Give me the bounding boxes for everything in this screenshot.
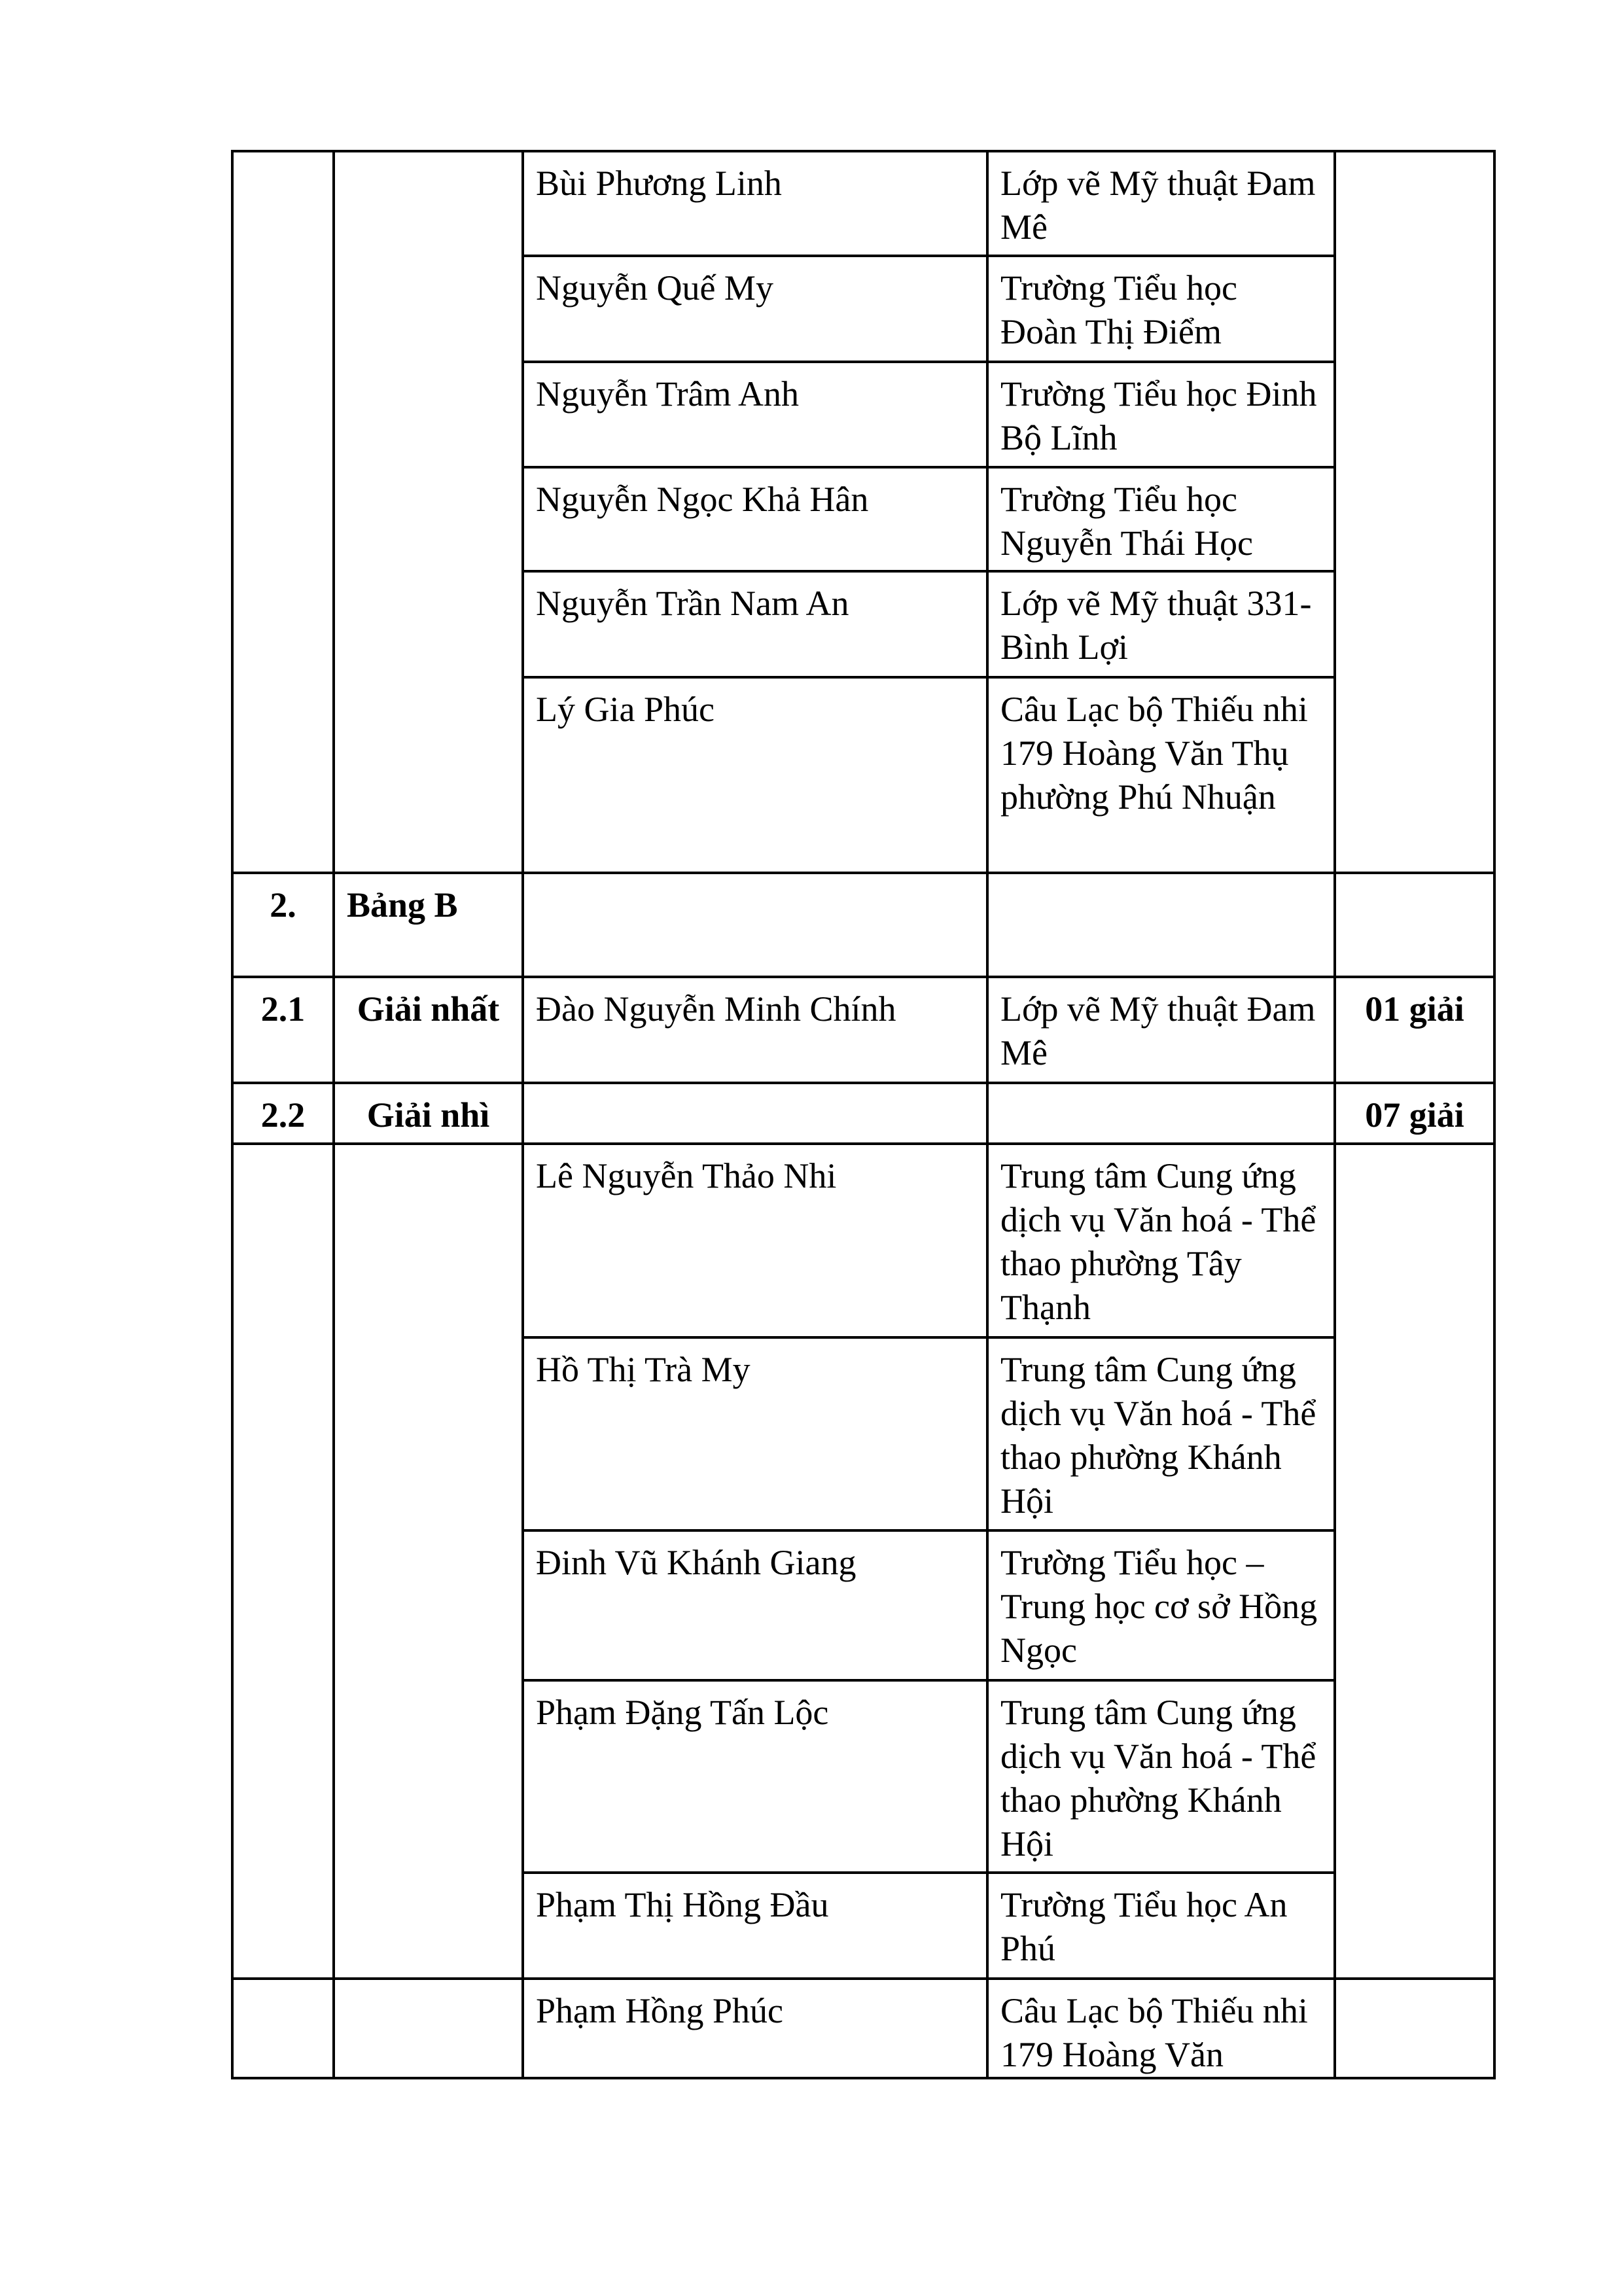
winner-organization: Trung tâm Cung ứng dịch vụ Văn hoá - Thể thao phường Tây Thạnh (1000, 1156, 1316, 1327)
category-cell (334, 873, 523, 977)
winner-name: Phạm Thị Hồng Đầu (536, 1885, 829, 1924)
count-cell (1335, 151, 1494, 873)
name-cell (523, 1144, 987, 1337)
table-row (232, 151, 1494, 256)
group-number: 2. (270, 885, 296, 925)
name-cell (523, 151, 987, 256)
organization-cell (987, 977, 1335, 1083)
winner-name: Lý Gia Phúc (536, 690, 715, 729)
prize-number: 2.2 (260, 1095, 306, 1135)
organization-cell (987, 571, 1335, 677)
prize-count: 01 giải (1365, 989, 1464, 1029)
organization-cell (987, 1530, 1335, 1680)
number-cell (232, 873, 334, 977)
number-cell (232, 1144, 334, 1979)
winner-organization: Trường Tiểu học – Trung học cơ sở Hồng Ngọc (1000, 1543, 1318, 1670)
name-cell (523, 873, 987, 977)
name-cell (523, 571, 987, 677)
category-cell (334, 1979, 523, 2078)
winner-name: Nguyễn Trần Nam An (536, 584, 849, 623)
organization-cell (987, 256, 1335, 362)
name-cell (523, 256, 987, 362)
organization-cell (987, 151, 1335, 256)
table-row (232, 1144, 1494, 1337)
winner-organization: Câu Lạc bộ Thiếu nhi 179 Hoàng Văn (1000, 1991, 1308, 2074)
name-cell (523, 1873, 987, 1979)
number-cell (232, 1979, 334, 2078)
winner-organization: Trường Tiểu học Nguyễn Thái Học (1000, 480, 1253, 563)
winner-name: Phạm Hồng Phúc (536, 1991, 783, 2030)
prize-number: 2.1 (260, 989, 306, 1029)
organization-cell (987, 1873, 1335, 1979)
organization-cell (987, 1979, 1335, 2078)
organization-cell (987, 362, 1335, 467)
category-cell (334, 1144, 523, 1979)
category-cell (334, 151, 523, 873)
winner-organization: Lớp vẽ Mỹ thuật Đam Mê (1000, 164, 1316, 247)
name-cell (523, 467, 987, 571)
organization-cell (987, 677, 1335, 873)
organization-cell (987, 1680, 1335, 1873)
group-header-row (232, 873, 1494, 977)
organization-cell (987, 873, 1335, 977)
category-cell (334, 1083, 523, 1144)
winner-name: Bùi Phương Linh (536, 164, 782, 203)
winner-name: Phạm Đặng Tấn Lộc (536, 1693, 829, 1732)
name-cell (523, 1979, 987, 2078)
name-cell (523, 1680, 987, 1873)
name-cell (523, 1337, 987, 1530)
count-cell (1335, 873, 1494, 977)
name-cell (523, 1083, 987, 1144)
winner-name: Đinh Vũ Khánh Giang (536, 1543, 856, 1582)
name-cell (523, 677, 987, 873)
prize-title: Giải nhì (366, 1095, 490, 1135)
winner-name: Nguyễn Quế My (536, 268, 773, 308)
winner-organization: Trường Tiểu học Đinh Bộ Lĩnh (1000, 374, 1317, 457)
winner-organization: Lớp vẽ Mỹ thuật Đam Mê (1000, 989, 1316, 1072)
count-cell (1335, 1144, 1494, 1979)
winner-name: Đào Nguyễn Minh Chính (536, 989, 896, 1029)
group-title: Bảng B (347, 885, 458, 925)
organization-cell (987, 1144, 1335, 1337)
count-cell (1335, 977, 1494, 1083)
organization-cell (987, 1337, 1335, 1530)
name-cell (523, 1530, 987, 1680)
number-cell (232, 1083, 334, 1144)
winner-organization: Câu Lạc bộ Thiếu nhi 179 Hoàng Văn Thụ phường Phú Nhuận (1000, 690, 1308, 817)
name-cell (523, 977, 987, 1083)
count-cell (1335, 1979, 1494, 2078)
prize-count: 07 giải (1365, 1095, 1464, 1135)
winner-organization: Lớp vẽ Mỹ thuật 331- Bình Lợi (1000, 584, 1312, 667)
count-cell (1335, 1083, 1494, 1144)
organization-cell (987, 1083, 1335, 1144)
prize-row (232, 977, 1494, 1083)
name-cell (523, 362, 987, 467)
winner-name: Nguyễn Ngọc Khả Hân (536, 480, 869, 519)
awards-table (231, 150, 1496, 2079)
winner-name: Nguyễn Trâm Anh (536, 374, 800, 414)
organization-cell (987, 467, 1335, 571)
winner-organization: Trường Tiểu học An Phú (1000, 1885, 1288, 1968)
number-cell (232, 977, 334, 1083)
winner-name: Lê Nguyễn Thảo Nhi (536, 1156, 837, 1195)
winner-organization: Trung tâm Cung ứng dịch vụ Văn hoá - Thể thao phường Khánh Hội (1000, 1693, 1316, 1863)
prize-row (232, 1083, 1494, 1144)
winner-organization: Trung tâm Cung ứng dịch vụ Văn hoá - Thể thao phường Khánh Hội (1000, 1350, 1316, 1521)
winner-organization: Trường Tiểu học Đoàn Thị Điểm (1000, 268, 1237, 351)
category-cell (334, 977, 523, 1083)
winner-name: Hồ Thị Trà My (536, 1350, 750, 1389)
prize-title: Giải nhất (357, 989, 500, 1029)
table-row (232, 1979, 1494, 2078)
number-cell (232, 151, 334, 873)
